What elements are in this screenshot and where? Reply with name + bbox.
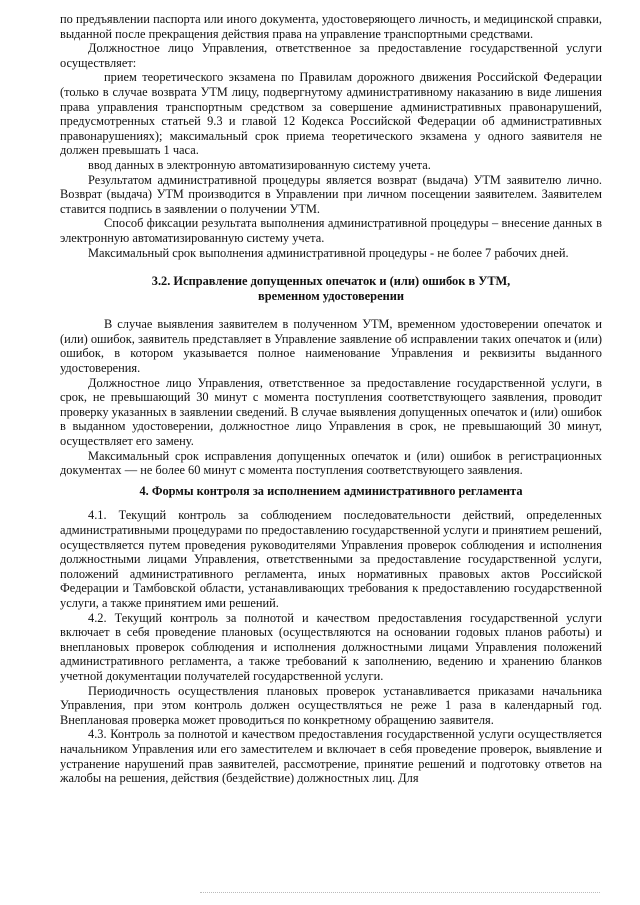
paragraph: ввод данных в электронную автоматизированную систему учета. [88, 157, 431, 172]
paragraph: Периодичность осуществления плановых проверок устанавливается приказами начальника Управления, при этом контроль должен осуществляться не реже 1 раза в календарный год. Внеплановая проверка может проводиться по конкретному обращению заявителя. [60, 683, 602, 727]
paragraph: Максимальный срок исправления допущенных опечаток и (или) ошибок в регистрационных документах — не более 60 минут с момента поступления соответствующего заявления. [60, 448, 602, 478]
paragraph: 4.3. Контроль за полнотой и качеством предоставления государственной услуги осуществляется начальником Управления или его заместителем и включает в себя проведение проверок, выявление и устранение нарушений прав заявителей, рассмотрение, принятие решений и подготовку ответов на жалобы на решения, действия (бездействие) должностных лиц. Для [60, 727, 602, 786]
paragraph: Способ фиксации результата выполнения административной процедуры – внесение данных в электронную автоматизированную систему учета. [60, 216, 602, 245]
paragraph: 4.2. Текущий контроль за полнотой и качеством предоставления государственной услуги включает в себя проведение плановых (осуществляются на основании годовых планов работы) и внеплановых проверок соблюдения и исполнения должностными лицами Управления положений административного регламента, а также требований к заполнению, ведению и хранению бланков учетной документации получателей государственной услуги. [60, 610, 602, 683]
section-heading-4: 4. Формы контроля за исполнением административного регламента [139, 483, 523, 498]
paragraph: Должностное лицо Управления, ответственное за предоставление государственной услуги, в срок, не превышающий 30 минут с момента поступления соответствующего заявления, проводит проверку указанных в заявлении сведений. В случае выявления допущенных опечаток и (или) ошибок в выданном удостоверении, должностное лицо Управления в срок, не превышающий 30 минут, осуществляет его замену. [60, 375, 602, 449]
paragraph: Должностное лицо Управления, ответственное за предоставление государственной услуги осуществляет: [60, 41, 602, 70]
document-body [60, 12, 602, 786]
paragraph: Результатом административной процедуры является возврат (выдача) УТМ заявителю лично. Возврат (выдача) УТМ производится в Управлении при личном посещении заявителем. Заявителем ставится подпись в заявлении о получении УТМ. [60, 172, 602, 216]
scan-artifact-line [200, 892, 600, 897]
paragraph: прием теоретического экзамена по Правилам дорожного движения Российской Федерации (только в случае возврата УТМ лицу, подвергнутому административному наказанию в виде лишения права управления транспортным средством за совершение административных правонарушений, предусмотренных статьей 9.3 и главой 12 Кодекса Российской Федерации об административных правонарушениях); максимальный срок приема теоретического экзамена у одного заявителя не должен превышать 1 часа. [60, 70, 602, 158]
paragraph: Максимальный срок выполнения административной процедуры - не более 7 рабочих дней. [88, 245, 569, 260]
section-heading-3-2-line2: временном удостоверении [258, 288, 404, 303]
section-heading-3-2: 3.2. Исправление допущенных опечаток и (или) ошибок в УТМ, [151, 274, 511, 289]
paragraph: В случае выявления заявителем в полученном УТМ, временном удостоверении опечаток и (или) ошибок, заявитель представляет в Управление заявление об исправлении таких опечаток и (или) ошибок, в котором указывается полное наименование Управления и реквизиты выданного удостоверения. [60, 317, 602, 376]
paragraph: 4.1. Текущий контроль за соблюдением последовательности действий, определенных административными процедурами по предоставлению государственной услуги и принятием решений, осуществляется путем проведения руководителями Управления проверок соблюдения и исполнения должностными лицами Управления, ответственными за предоставление государственной услуги, положений административного регламента, иных нормативных правовых актов Российской Федерации и Тамбовской области, устанавливающих требования к предоставлению государственной услуги, а также принятием ими решений. [60, 508, 602, 610]
paragraph: по предъявлении паспорта или иного документа, удостоверяющего личность, и медицинской справки, выданной после прекращения действия права на управление транспортными средствами. [60, 12, 602, 41]
